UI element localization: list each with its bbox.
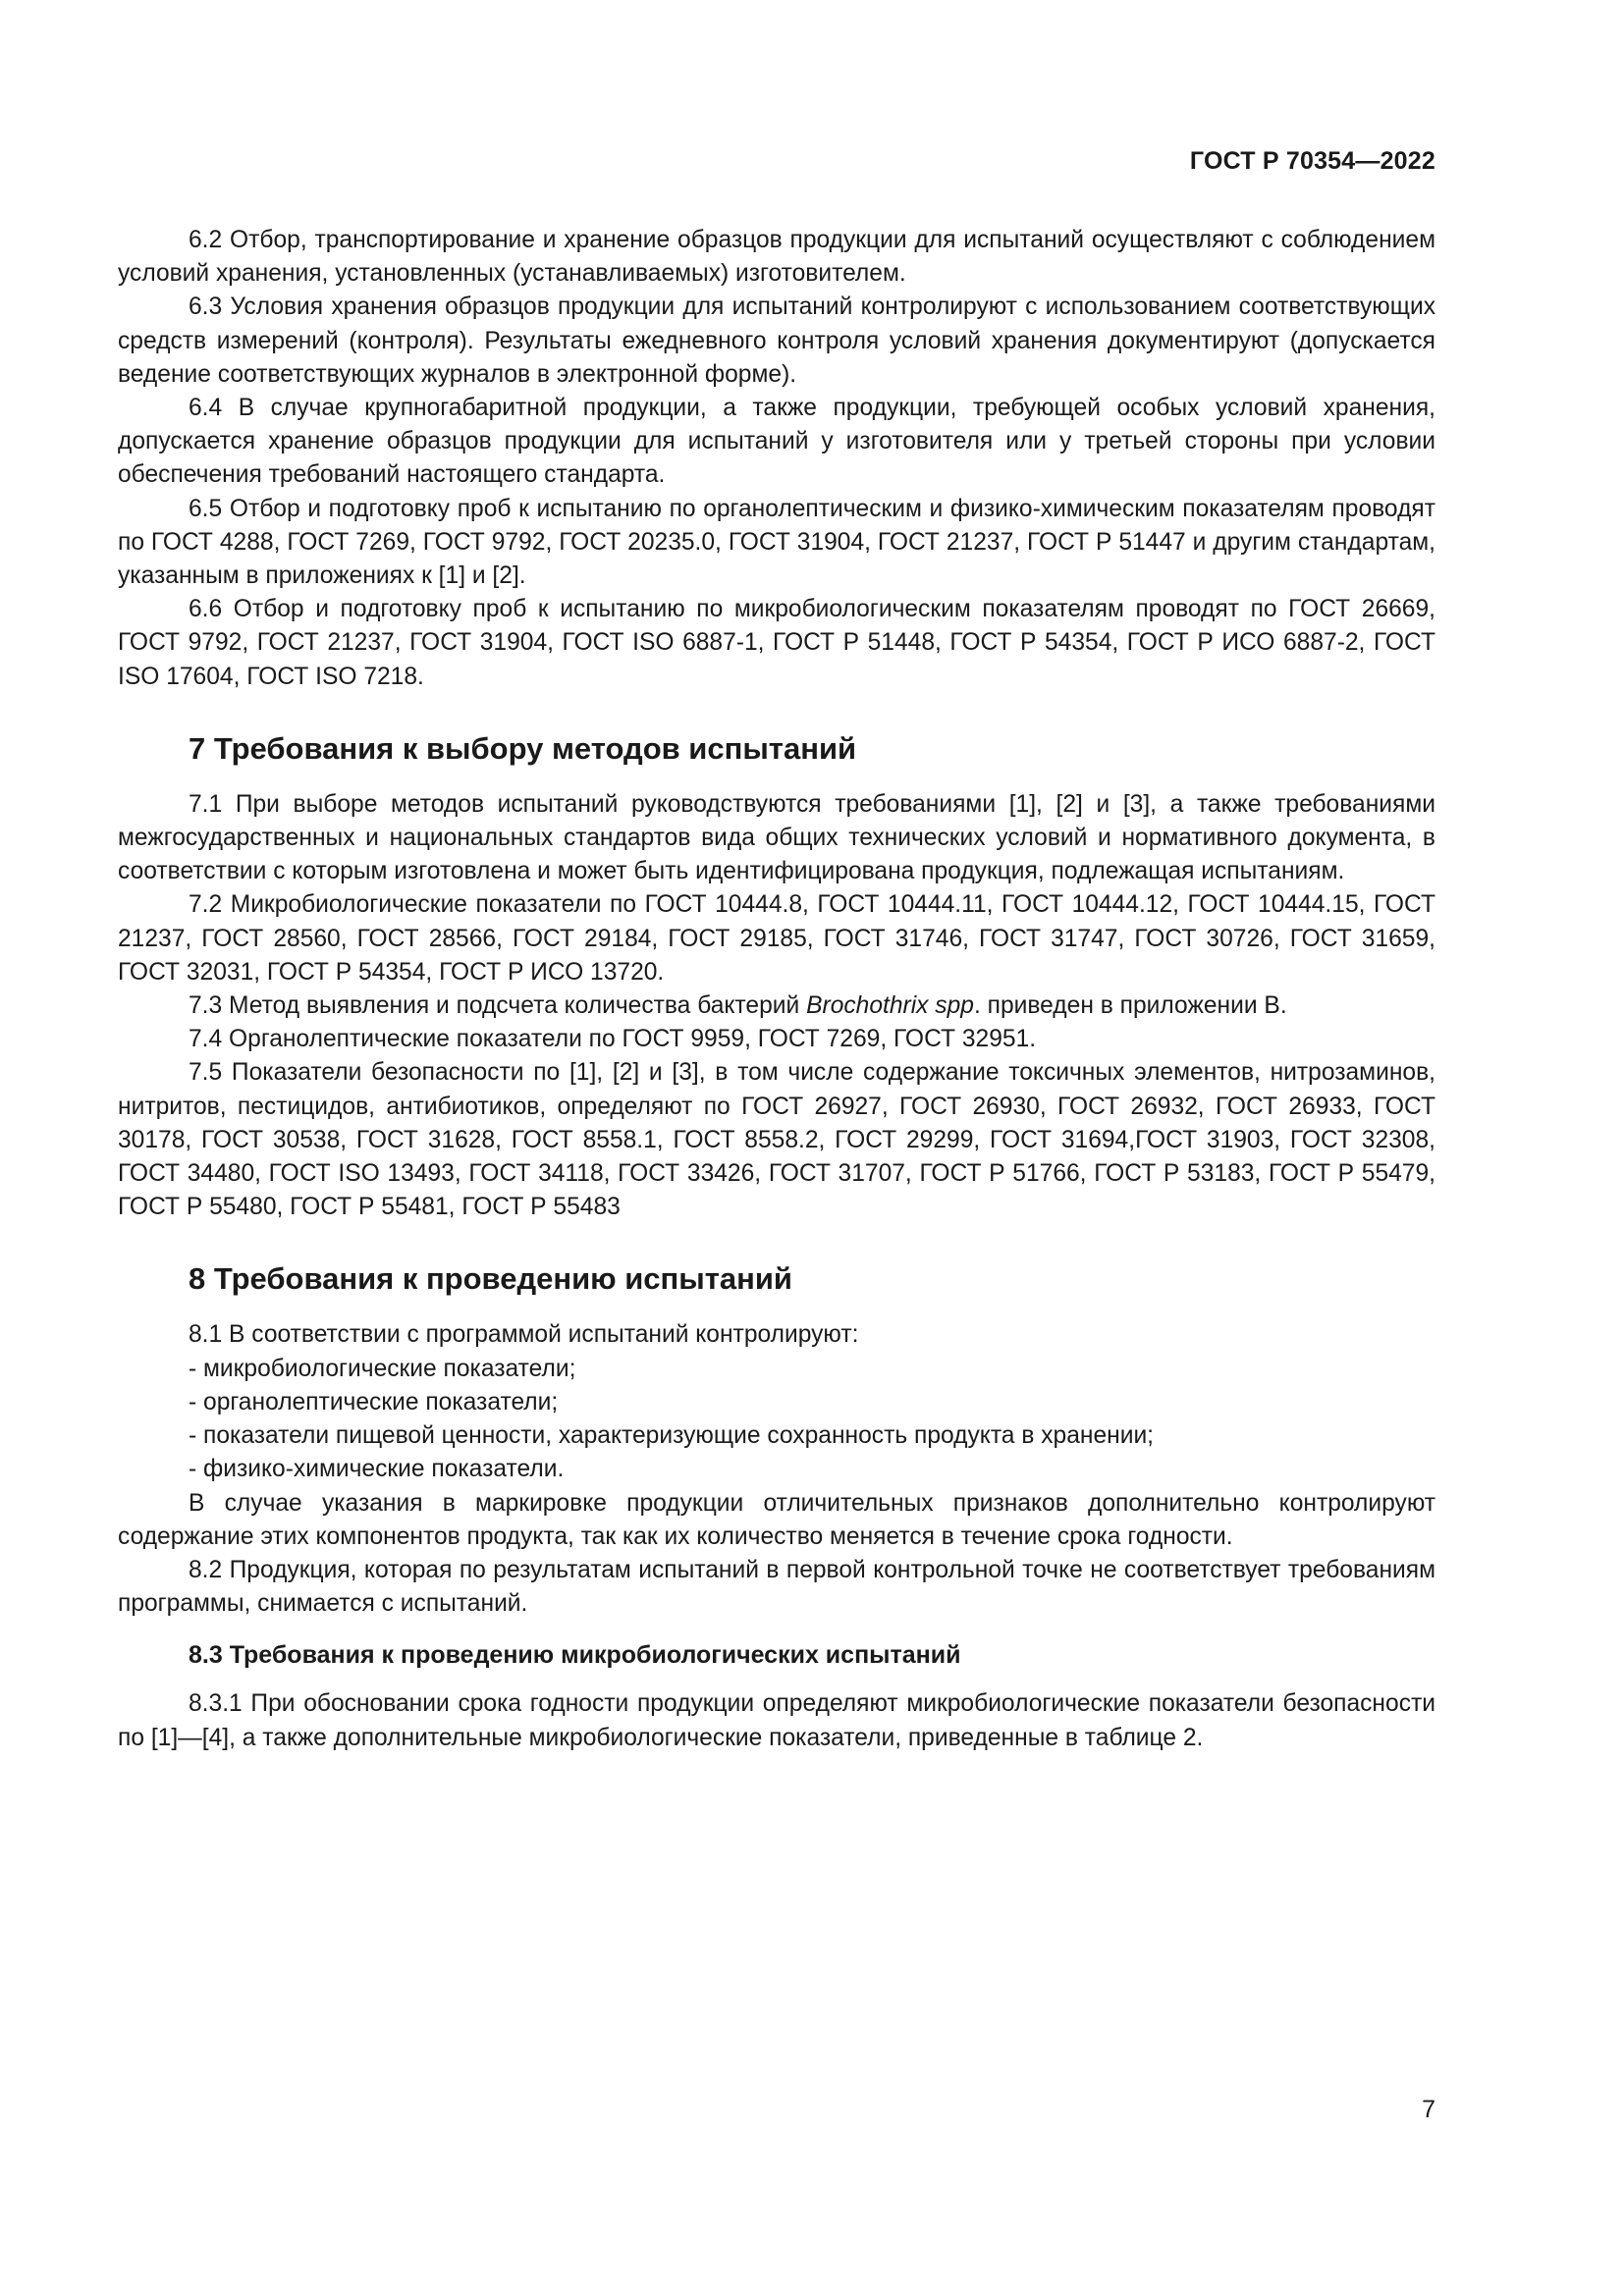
paragraph-8-1-note: В случае указания в маркировке продукции отличительных признаков дополнительно контролируют содержание этих компонентов продукта, так как их количество меняется в течение срока годности. — [118, 1489, 1435, 1550]
section-8-heading: 8 Требования к проведению испытаний — [189, 1261, 792, 1297]
paragraph-7-3-text-start: 7.3 Метод выявления и подсчета количества бактерий — [189, 992, 807, 1020]
list-item: - микробиологические показатели; — [189, 1355, 576, 1382]
subsection-8-3-heading: 8.3 Требования к проведению микробиологических испытаний — [189, 1641, 961, 1670]
paragraph-7-3 — [118, 989, 1435, 1023]
paragraph-8-2: 8.2 Продукция, которая по результатам испытаний в первой контрольной точке не соответствует требованиям программы, снимается с испытаний. — [118, 1556, 1435, 1618]
paragraph-7-3-text-end: . приведен в приложении В. — [973, 992, 1287, 1020]
page-number: 7 — [1422, 2096, 1435, 2123]
paragraph-8-1: 8.1 В соответствии с программой испытаний контролируют: — [189, 1321, 859, 1349]
paragraph-7-3-bacteria-name: Brochothrix spp — [806, 992, 974, 1020]
paragraph-7-2: 7.2 Микробиологические показатели по ГОСТ 10444.8, ГОСТ 10444.11, ГОСТ 10444.12, ГОСТ 10444.15, ГОСТ 21237, ГОСТ 28560, ГОСТ 28566, ГОСТ 29184, ГОСТ 29185, ГОСТ 31746, ГОСТ 31747, ГОСТ 30726, ГОСТ 31659, ГОСТ 32031, ГОСТ Р 54354, ГОСТ Р ИСО 13720. — [118, 891, 1435, 986]
list-item: - показатели пищевой ценности, характеризующие сохранность продукта в хранении; — [189, 1422, 1155, 1450]
section-7-heading: 7 Требования к выбору методов испытаний — [189, 730, 857, 766]
paragraph-7-1: 7.1 При выборе методов испытаний руководствуются требованиями [1], [2] и [3], а также требованиями межгосударственных и национальных стандартов вида общих технических условий и нормативного документа, в соответствии с которым изготовлена и может быть идентифицирована продукция, подлежащая испытаниям. — [118, 790, 1435, 885]
paragraph-7-5: 7.5 Показатели безопасности по [1], [2] и [3], в том числе содержание токсичных элементов, нитрозаминов, нитритов, пестицидов, антибиотиков, определяют по ГОСТ 26927, ГОСТ 26930, ГОСТ 26932, ГОСТ 26933, ГОСТ 30178, ГОСТ 30538, ГОСТ 31628, ГОСТ 8558.1, ГОСТ 8558.2, ГОСТ 29299, ГОСТ 31694,ГОСТ 31903, ГОСТ 32308, ГОСТ 34480, ГОСТ ISO 13493, ГОСТ 34118, ГОСТ 33426, ГОСТ 31707, ГОСТ Р 51766, ГОСТ Р 53183, ГОСТ Р 55479, ГОСТ Р 55480, ГОСТ Р 55481, ГОСТ Р 55483 — [118, 1059, 1435, 1221]
document-header-id: ГОСТ Р 70354—2022 — [1189, 147, 1435, 175]
paragraph-6-2: 6.2 Отбор, транспортирование и хранение образцов продукции для испытаний осуществляют с соблюдением условий хранения, установленных (устанавливаемых) изготовителем. — [118, 227, 1435, 288]
paragraph-7-4: 7.4 Органолептические показатели по ГОСТ 9959, ГОСТ 7269, ГОСТ 32951. — [189, 1026, 1037, 1053]
document-body — [118, 224, 1435, 1755]
list-item: - органолептические показатели; — [189, 1388, 559, 1415]
paragraph-6-6: 6.6 Отбор и подготовку проб к испытанию по микробиологическим показателям проводят по ГОСТ 26669, ГОСТ 9792, ГОСТ 21237, ГОСТ 31904, ГОСТ ISO 6887-1, ГОСТ Р 51448, ГОСТ Р 54354, ГОСТ Р ИСО 6887-2, ГОСТ ISO 17604, ГОСТ ISO 7218. — [118, 596, 1435, 690]
paragraph-6-5: 6.5 Отбор и подготовку проб к испытанию по органолептическим и физико-химическим показателям проводят по ГОСТ 4288, ГОСТ 7269, ГОСТ 9792, ГОСТ 20235.0, ГОСТ 31904, ГОСТ 21237, ГОСТ Р 51447 и другим стандартам, указанным в приложениях к [1] и [2]. — [118, 495, 1435, 590]
list-item: - физико-химические показатели. — [189, 1456, 565, 1483]
paragraph-8-3-1: 8.3.1 При обосновании срока годности продукции определяют микробиологические показатели безопасности по [1]—[4], а также дополнительные микробиологические показатели, приведенные в таблице 2. — [118, 1690, 1435, 1751]
paragraph-6-3: 6.3 Условия хранения образцов продукции для испытаний контролируют с использованием соответствующих средств измерений (контроля). Результаты ежедневного контроля условий хранения документируют (допускается ведение соответствующих журналов в электронной форме). — [118, 294, 1435, 388]
paragraph-6-4: 6.4 В случае крупногабаритной продукции, а также продукции, требующей особых условий хранения, допускается хранение образцов продукции для испытаний у изготовителя или у третьей стороны при условии обеспечения требований настоящего стандарта. — [118, 395, 1435, 489]
